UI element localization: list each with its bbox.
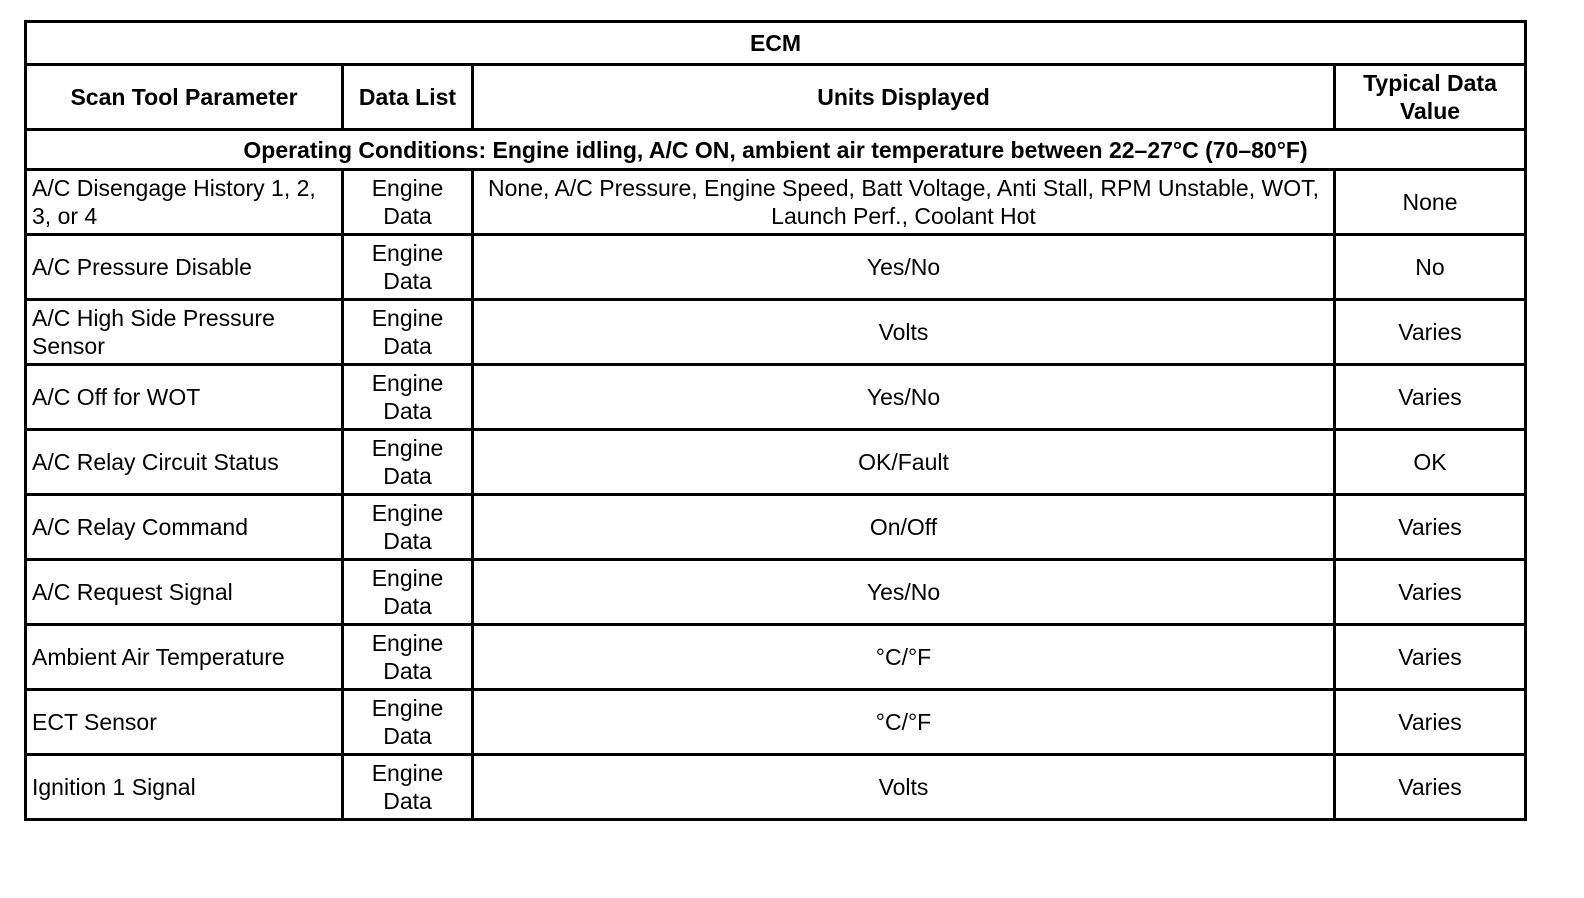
parameter-cell: A/C Off for WOT [26,365,343,430]
table-title: ECM [26,22,1526,65]
table-row [26,560,1526,625]
data-list-cell: Engine Data [343,235,473,300]
typical-value-cell: Varies [1335,755,1526,820]
data-list-cell: Engine Data [343,690,473,755]
parameter-cell: A/C Relay Command [26,495,343,560]
typical-value-cell: Varies [1335,300,1526,365]
typical-value-cell: Varies [1335,625,1526,690]
table-row [26,755,1526,820]
table-row [26,365,1526,430]
header-scan-tool-parameter: Scan Tool Parameter [26,65,343,130]
typical-value-cell: Varies [1335,690,1526,755]
data-list-cell: Engine Data [343,300,473,365]
operating-conditions: Operating Conditions: Engine idling, A/C ON, ambient air temperature between 22–27°C (70–80°F) [26,130,1526,170]
units-cell: °C/°F [473,690,1335,755]
units-cell: Yes/No [473,235,1335,300]
typical-value-cell: None [1335,170,1526,235]
table-row [26,690,1526,755]
table-row [26,235,1526,300]
data-list-cell: Engine Data [343,430,473,495]
typical-value-cell: OK [1335,430,1526,495]
units-cell: None, A/C Pressure, Engine Speed, Batt Voltage, Anti Stall, RPM Unstable, WOT, Launch Perf., Coolant Hot [473,170,1335,235]
table-row [26,300,1526,365]
header-data-list: Data List [343,65,473,130]
table-title-row [26,22,1526,65]
typical-value-cell: Varies [1335,495,1526,560]
units-cell: Volts [473,300,1335,365]
data-list-cell: Engine Data [343,560,473,625]
parameter-cell: A/C High Side Pressure Sensor [26,300,343,365]
units-cell: Yes/No [473,365,1335,430]
operating-conditions-row [26,130,1526,170]
typical-value-cell: Varies [1335,560,1526,625]
parameter-cell: Ignition 1 Signal [26,755,343,820]
data-list-cell: Engine Data [343,365,473,430]
header-typical-data-value: Typical Data Value [1335,65,1526,130]
typical-value-cell: Varies [1335,365,1526,430]
table-row [26,625,1526,690]
parameter-cell: Ambient Air Temperature [26,625,343,690]
units-cell: OK/Fault [473,430,1335,495]
table-header-row [26,65,1526,130]
table-row [26,495,1526,560]
header-units-displayed: Units Displayed [473,65,1335,130]
parameter-cell: A/C Disengage History 1, 2, 3, or 4 [26,170,343,235]
parameter-cell: A/C Pressure Disable [26,235,343,300]
table-row [26,170,1526,235]
units-cell: On/Off [473,495,1335,560]
parameter-cell: A/C Request Signal [26,560,343,625]
ecm-data-table [24,20,1527,821]
data-list-cell: Engine Data [343,625,473,690]
table-row [26,430,1526,495]
parameter-cell: A/C Relay Circuit Status [26,430,343,495]
data-list-cell: Engine Data [343,170,473,235]
data-list-cell: Engine Data [343,755,473,820]
typical-value-cell: No [1335,235,1526,300]
units-cell: Volts [473,755,1335,820]
units-cell: Yes/No [473,560,1335,625]
parameter-cell: ECT Sensor [26,690,343,755]
data-list-cell: Engine Data [343,495,473,560]
units-cell: °C/°F [473,625,1335,690]
